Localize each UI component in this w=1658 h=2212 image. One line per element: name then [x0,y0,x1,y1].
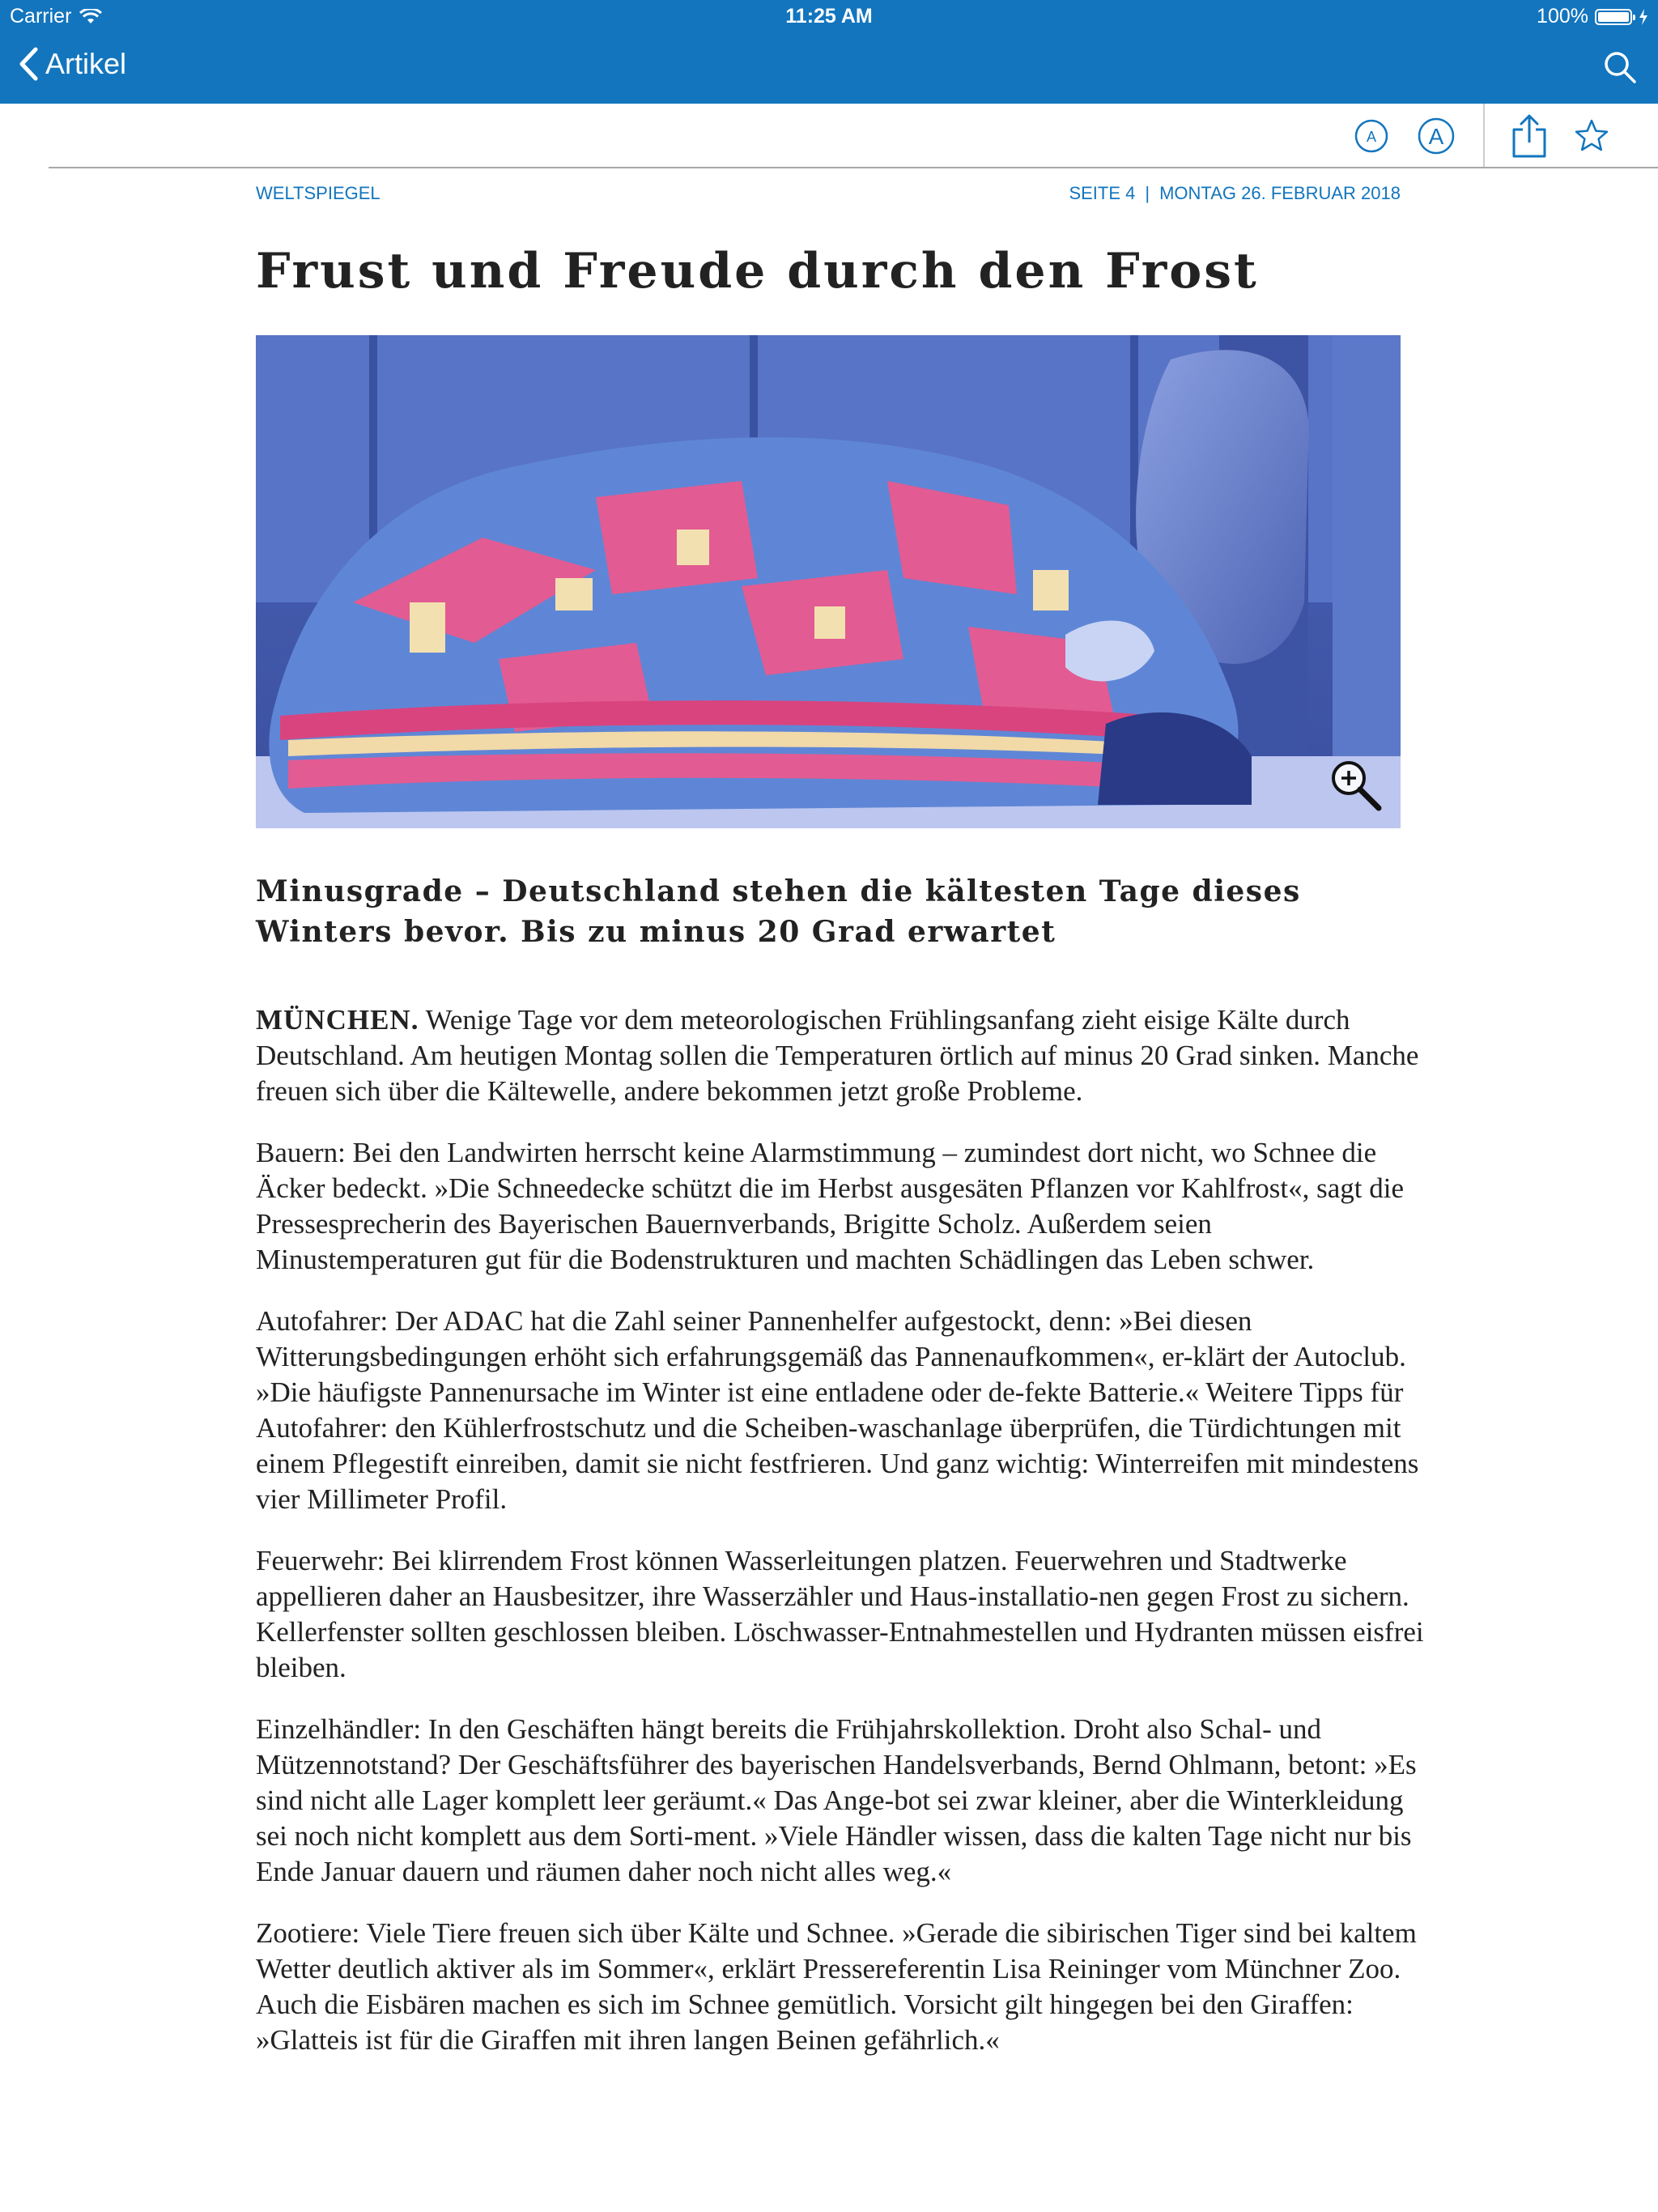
photo-illustration [256,335,1401,828]
search-icon[interactable] [1603,50,1637,84]
body-paragraph: Einzelhändler: In den Geschäften hängt bereits die Frühjahrskollektion. Droht also Schal- und Mützennotstand? Der Geschäftsführer des bayerischen Handelsverbands, Bernd Ohlmann, betont: »Es sind nicht alle Lager komplett leer geräumt.« Das Ange-bot sei zwar kleiner, aber die Winterkleidung sei noch nicht komplett aus dem Sorti-ment. »Viele Händler wissen, dass die kalten Tage nicht nur bis Ende Januar dauern und räumen daher noch nicht alles weg.« [256,1713,1417,1887]
body-paragraph: Zootiere: Viele Tiere freuen sich über Kälte und Schnee. »Gerade die sibirischen Tiger sind bei kaltem Wetter deutlich aktiver als im Sommer«, erklärt Pressereferentin Lisa Reininger vom Münchner Zoo. Auch die Eisbären machen es sich im Schnee gemütlich. Vorsicht gilt hingegen bei den Giraffen: »Glatteis ist für die Giraffen mit ihren langen Beinen gefährlich.« [256,1917,1417,2056]
lead-text: Wenige Tage vor dem meteorologischen Frühlingsanfang zieht eisige Kälte durch Deutschland. Am heutigen Montag sollen die Temperaturen örtlich auf minus 20 Grad sinken. Manche freuen sich über die Kältewelle, andere bekommen jetzt große Probleme. [256,1004,1419,1107]
article-subheadline: Minusgrade – Deutschland stehen die kältesten Tage dieses Winters bevor. Bis zu minus 20 Grad erwartet [256,874,1301,949]
body-paragraph: Autofahrer: Der ADAC hat die Zahl seiner Pannenhelfer aufgestockt, denn: »Bei diesen Witterungsbedingungen erhöht sich erfahrungsgemäß das Pannenaufkommen«, er-klärt der Autoclub. »Die häufigste Pannenursache im Winter ist eine entladene oder de-fekte Batterie.« Weitere Tipps für Autofahrer: den Kühlerfrostschutz und die Scheiben-waschanlage überprüfen, die Türdichtungen mit einem Pflegestift einreiben, damit sie nicht festfrieren. Und ganz wichtig: Winterreifen mit mindestens vier Millimeter Profil. [256,1305,1419,1515]
carrier-label: Carrier [10,5,72,28]
back-button-label: Artikel [45,47,127,80]
svg-text:A: A [1428,124,1444,149]
battery-percent: 100% [1537,5,1588,28]
article-body [256,1002,1430,2084]
section-label: WELTSPIEGEL [256,183,380,203]
share-icon[interactable] [1511,113,1548,159]
battery-indicator [1537,5,1648,28]
publication-date: MONTAG 26. FEBRUAR 2018 [1159,183,1401,203]
svg-text:A: A [1366,129,1377,145]
status-time: 11:25 AM [785,5,873,28]
dateline: MÜNCHEN. [256,1004,419,1036]
font-size-large-icon[interactable] [1418,117,1455,155]
lead-paragraph [256,1002,1430,1109]
article-photo[interactable] [256,335,1401,828]
toolbar-divider [1483,104,1485,168]
body-paragraph: Bauern: Bei den Landwirten herrscht keine Alarmstimmung – zumindest dort nicht, wo Schnee die Äcker bedeckt. »Die Schneedecke schützt die im Herbst ausgesäten Pflanzen vor Kahlfrost«, sagt die Pressesprecherin des Bayerischen Bauernverbands, Brigitte Scholz. Außerdem seien Minustemperaturen gut für die Bodenstrukturen und machten Schädlingen das Leben schwer. [256,1137,1404,1275]
font-size-small-icon[interactable] [1354,119,1388,153]
navigation-bar [0,0,1658,104]
charging-icon [1639,9,1648,25]
chevron-left-icon [18,47,39,81]
page-number: SEITE 4 [1069,183,1136,203]
zoom-in-icon[interactable] [1328,757,1383,812]
status-bar [0,0,1658,32]
body-paragraph: Feuerwehr: Bei klirrendem Frost können Wasserleitungen platzen. Feuerwehren und Stadtwerke appellieren daher an Hausbesitzer, ihre Wasserzähler und Haus-installatio-nen gegen Frost zu sichern. Kellerfenster sollten geschlossen bleiben. Löschwasser-Entnahmestellen und Hydranten müssen eisfrei bleiben. [256,1545,1424,1683]
toolbar-separator [49,167,1658,168]
battery-icon [1595,9,1632,25]
back-button[interactable] [18,47,126,81]
page-and-date [1069,183,1401,204]
article-headline: Frust und Freude durch den Frost [256,243,1259,300]
article-meta [256,183,1401,207]
meta-separator: | [1145,183,1150,203]
star-icon[interactable] [1574,118,1609,154]
